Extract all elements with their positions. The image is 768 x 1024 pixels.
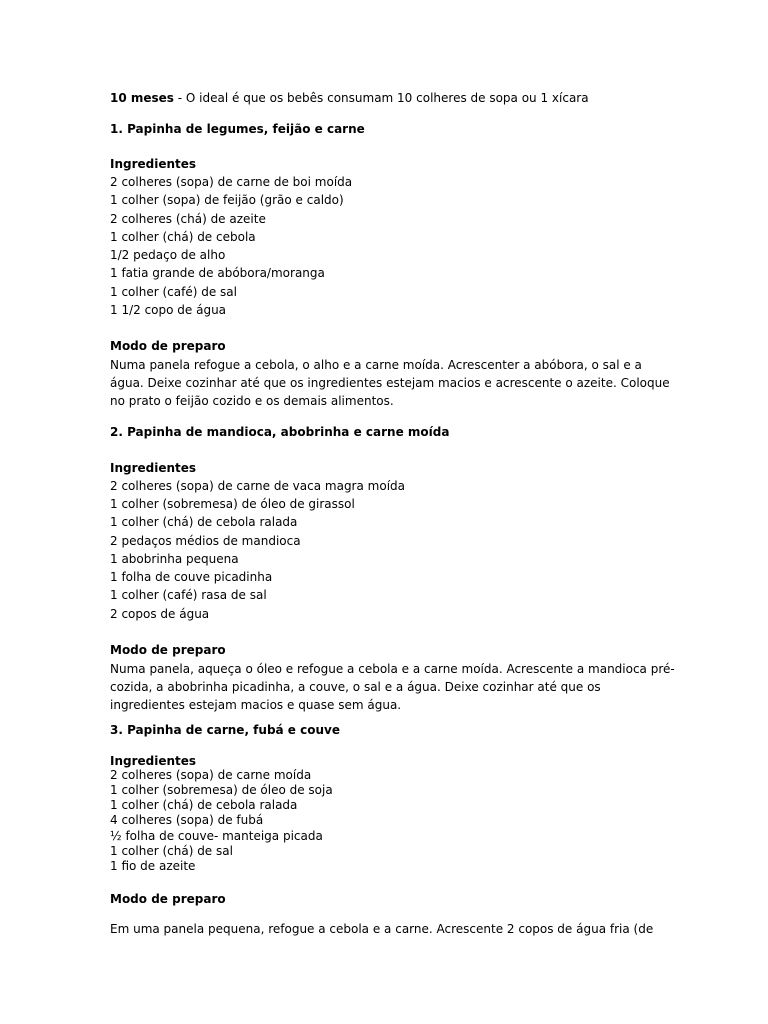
recipe-1-ingredients-heading: Ingredientes [110,157,197,171]
method-line: Em uma panela pequena, refogue a cebola e a carne. Acrescente 2 copos de água fria (de [110,922,654,936]
recipe-1-title: 1. Papinha de legumes, feijão e carne [110,122,365,136]
method-line: água. Deixe cozinhar até que os ingredientes estejam macios e acrescente o azeite. Coloque [110,376,670,390]
ingredient-item: 4 colheres (sopa) de fubá [110,813,264,827]
ingredient-item: 1 colher (chá) de cebola ralada [110,798,298,812]
ingredient-item: 2 colheres (sopa) de carne de vaca magra moída [110,479,405,493]
ingredient-item: 1 colher (sopa) de feijão (grão e caldo) [110,193,344,207]
ingredient-item: 1 1/2 copo de água [110,303,227,317]
ingredient-item: ½ folha de couve- manteiga picada [110,829,323,843]
ingredient-item: 1 colher (sobremesa) de óleo de soja [110,783,333,797]
ingredient-item: 1/2 pedaço de alho [110,248,226,262]
ingredient-item: 2 copos de água [110,607,210,621]
ingredient-item: 2 pedaços médios de mandioca [110,534,301,548]
method-line: ingredientes estejam macios e quase sem água. [110,698,402,712]
recipe-3-method-heading: Modo de preparo [110,892,226,906]
ingredient-item: 2 colheres (sopa) de carne moída [110,768,312,782]
recipe-1-method-heading: Modo de preparo [110,339,226,353]
ingredient-item: 1 colher (chá) de cebola [110,230,256,244]
ingredient-item: 1 colher (café) de sal [110,285,237,299]
ingredient-item: 1 colher (chá) de cebola ralada [110,515,298,529]
ingredient-item: 1 colher (sobremesa) de óleo de girassol [110,497,355,511]
recipe-3-title: 3. Papinha de carne, fubá e couve [110,723,340,737]
ingredient-item: 1 colher (café) rasa de sal [110,588,267,602]
intro-text: - O ideal é que os bebês consumam 10 colheres de sopa ou 1 xícara [173,91,589,105]
ingredient-item: 1 colher (chá) de sal [110,844,233,858]
ingredient-item: 2 colheres (chá) de azeite [110,212,266,226]
recipe-3-ingredients-heading: Ingredientes [110,754,197,768]
recipe-2-method-heading: Modo de preparo [110,643,226,657]
ingredient-item: 1 fatia grande de abóbora/moranga [110,266,325,280]
method-line: cozida, a abobrinha picadinha, a couve, o sal e a água. Deixe cozinhar até que os [110,680,601,694]
intro-line [110,89,589,107]
method-line: Numa panela, aqueça o óleo e refogue a cebola e a carne moída. Acrescente a mandioca pré- [110,662,675,676]
ingredient-item: 2 colheres (sopa) de carne de boi moída [110,175,353,189]
method-line: no prato o feijão cozido e os demais alimentos. [110,394,394,408]
ingredient-item: 1 abobrinha pequena [110,552,239,566]
recipe-2-ingredients-heading: Ingredientes [110,461,197,475]
intro-bold: 10 meses [110,91,174,105]
recipe-2-title: 2. Papinha de mandioca, abobrinha e carne moída [110,425,450,439]
ingredient-item: 1 folha de couve picadinha [110,570,273,584]
ingredient-item: 1 fio de azeite [110,859,196,873]
method-line: Numa panela refogue a cebola, o alho e a carne moída. Acrescenter a abóbora, o sal e a [110,358,642,372]
